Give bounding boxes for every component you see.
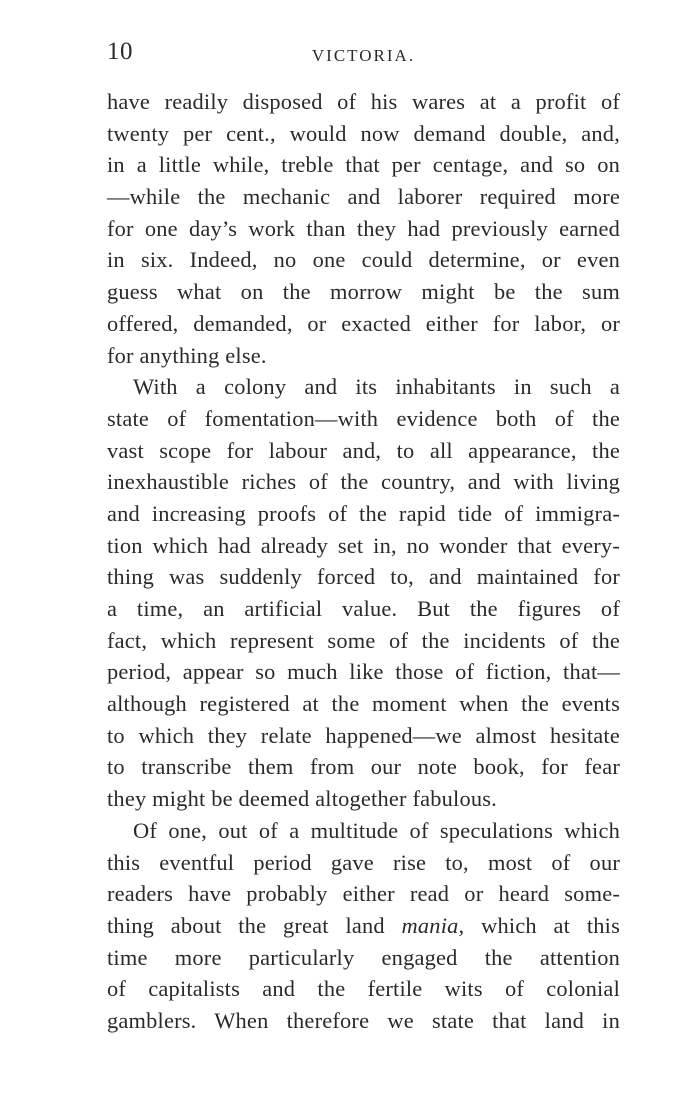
text-line: twenty per cent., would now demand double, and,	[107, 120, 620, 146]
text-line: readers have probably either read or heard some-	[107, 881, 620, 907]
italic-word: mania,	[401, 912, 465, 938]
text-line: although registered at the moment when the events	[107, 691, 620, 717]
text-line: —while the mechanic and laborer required more	[107, 184, 620, 210]
text-line: a time, an artificial value. But the figures of	[107, 596, 620, 621]
text-line: in six. Indeed, no one could determine, or even	[107, 247, 620, 273]
text-line: and increasing proofs of the rapid tide of immigra-	[107, 500, 620, 526]
text-line: they might be deemed altogether fabulous.	[107, 786, 497, 812]
text-line: thing was suddenly forced to, and maintained for	[107, 564, 620, 590]
paragraph-first-line: Of one, out of a multitude of speculations which	[133, 817, 620, 843]
page-header	[107, 38, 620, 78]
text-line: period, appear so much like those of fiction, that—	[107, 659, 620, 685]
text-line: state of fomentation—with evidence both of the	[107, 405, 620, 431]
text-line: tion which had already set in, no wonder that every-	[107, 532, 620, 558]
page-number: 10	[107, 38, 133, 65]
text-line: vast scope for labour and, to all appearance, the	[107, 437, 620, 463]
text-line: guess what on the morrow might be the sum	[107, 279, 620, 305]
text-line: time more particularly engaged the attention	[107, 944, 620, 970]
text-line: have readily disposed of his wares at a profit of	[107, 89, 620, 114]
text-line: for anything else.	[107, 342, 267, 368]
line-segment: thing about the great land	[107, 912, 402, 938]
line-segment: which at this	[464, 912, 620, 938]
text-line: for one day’s work than they had previously earned	[107, 215, 620, 241]
running-head: VICTORIA.	[311, 46, 416, 65]
text-line: in a little while, treble that per centage, and so on	[107, 152, 620, 178]
paragraph-first-line: With a colony and its inhabitants in such a	[133, 374, 620, 400]
text-line: fact, which represent some of the incidents of the	[107, 627, 620, 653]
text-line: of capitalists and the fertile wits of colonial	[107, 976, 620, 1002]
text-line-with-italic	[107, 910, 620, 942]
body-text	[107, 86, 620, 1037]
text-line: offered, demanded, or exacted either for labor, or	[107, 310, 620, 336]
text-line: inexhaustible riches of the country, and with living	[107, 469, 620, 495]
text-line: gamblers. When therefore we state that land in	[107, 1007, 620, 1033]
text-line: to which they relate happened—we almost hesitate	[107, 722, 620, 748]
text-line: to transcribe them from our note book, for fear	[107, 754, 620, 780]
text-line: this eventful period gave rise to, most of our	[107, 849, 620, 875]
